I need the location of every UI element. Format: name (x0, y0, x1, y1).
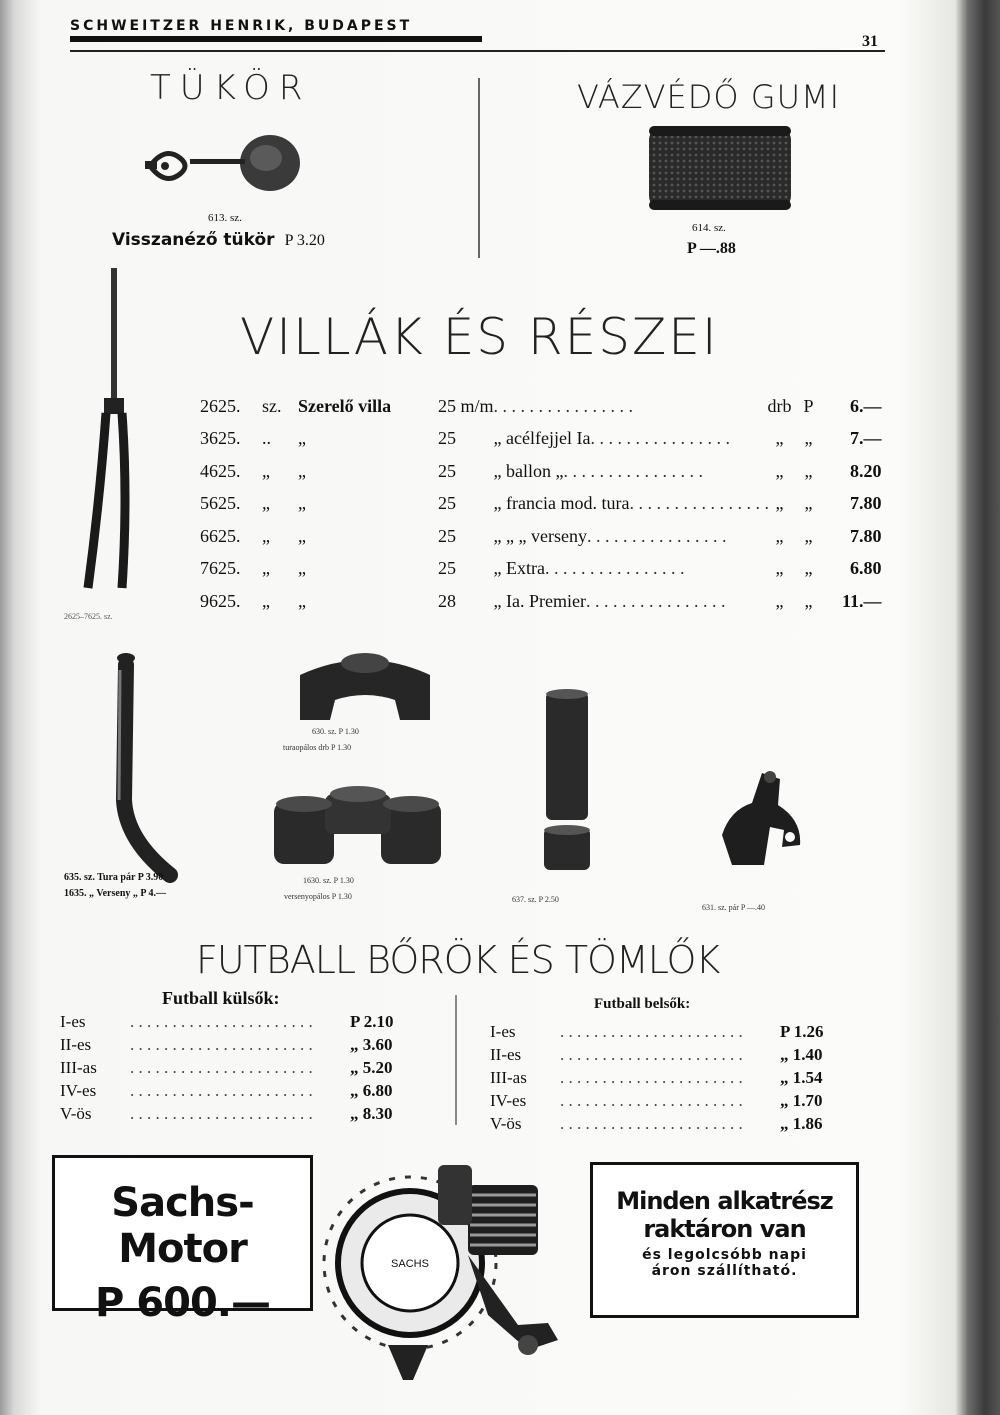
fork-row-desc (494, 390, 764, 423)
leader-dots: . . . . . . . . . . . . . . . . . . . . . . (560, 1045, 743, 1064)
fork-row-price-text: 7.80 (850, 493, 882, 514)
fork-row-unit (764, 390, 796, 423)
fork-row-price (822, 390, 882, 423)
fork-row-no-text: 9625. (200, 590, 241, 611)
fork-row-sz-text: sz. (262, 395, 282, 416)
leader-dots: . . . . . . . . . . . . . . . . (544, 558, 685, 579)
frame-guard-price: P —.88 (687, 240, 736, 257)
fork-row-sz-text: .. (262, 428, 271, 449)
leader-dots: . . . . . . . . . . . . . . . . (493, 395, 634, 416)
fork-row-sz (262, 488, 298, 521)
fork-row-price-text: 8.20 (850, 460, 882, 481)
leader-dots: . . . . . . . . . . . . . . . . . . . . . . (130, 1104, 313, 1123)
fork-row-size (438, 488, 494, 521)
header-rule (70, 36, 482, 42)
fork-row-unit-text: drb (767, 395, 792, 416)
fork-row-size-text: 25 (438, 558, 456, 579)
fork-row-name (298, 585, 438, 618)
fork-row-sz-text: „ (262, 493, 270, 514)
fork-row-no-text: 3625. (200, 428, 241, 449)
fork-row-sz (262, 553, 298, 586)
leader-dots: . . . . . . . . . . . . . . . . . . . . . . (130, 1035, 313, 1054)
fork-row-desc (494, 423, 764, 456)
fork-row-no-text: 5625. (200, 493, 241, 514)
fork-row-desc-text: „ ballon „ (493, 460, 564, 481)
fork-row-name-text: „ (298, 493, 306, 514)
fork-row-desc-text: „ Extra (493, 558, 545, 579)
top-divider (478, 78, 480, 258)
fork-row-unit (764, 520, 796, 553)
company-header: SCHWEITZER HENRIK, BUDAPEST (70, 18, 413, 34)
fork-row-size (438, 585, 494, 618)
football-inner-label: I-es (490, 1022, 516, 1041)
football-inner-row (490, 1112, 870, 1135)
fork-row-price (822, 488, 882, 521)
fork-row-name-text: Szerelő villa (298, 395, 392, 416)
fork-row-price-text: 7.— (850, 428, 882, 449)
fork-row-size (438, 390, 494, 423)
fork-row-price-text: 6.— (850, 395, 882, 416)
leader-dots: . . . . . . . . . . . . . . . . . . . . . . (130, 1058, 313, 1077)
mirror-image (140, 128, 320, 198)
mirror-label (112, 230, 325, 250)
fork-row-no-text: 7625. (200, 558, 241, 579)
fork-row-currency (796, 390, 822, 423)
forks-price-table (200, 390, 882, 618)
fork-row (200, 520, 882, 553)
sachs-motor-box (52, 1155, 313, 1326)
football-title: FUTBALL BŐRÖK ÉS TÖMLŐK (196, 938, 720, 982)
leader-dots: . . . . . . . . . . . . . . . . . . . . . . (560, 1068, 743, 1087)
football-inner-row (490, 1020, 870, 1043)
fork-row-name-text: „ (298, 590, 306, 611)
fork-row-size-text: 25 (438, 428, 456, 449)
fork-row-price-text: 6.80 (850, 558, 882, 579)
football-outer-price: P 2.10 (350, 1012, 394, 1031)
fork-row-unit-text: „ (775, 590, 784, 611)
top-rule (70, 50, 885, 52)
fork-row-unit-text: „ (775, 460, 784, 481)
notice-line-4: áron szállítható. (651, 1263, 798, 1279)
fork-row-desc (494, 520, 764, 553)
fork-row-price-text: 7.80 (850, 525, 882, 546)
fork-row-no (200, 520, 262, 553)
leader-dots: . . . . . . . . . . . . . . . . . . . . . . (560, 1022, 743, 1041)
football-inner-price: P 1.26 (780, 1022, 824, 1041)
forks-title: VILLÁK ÉS RÉSZEI (240, 308, 719, 366)
page-number: 31 (862, 33, 878, 50)
fork-row-unit (764, 423, 796, 456)
football-divider (455, 995, 457, 1125)
fork-row (200, 585, 882, 618)
leader-dots: . . . . . . . . . . . . . . . . (590, 428, 730, 449)
sachs-engine-image (318, 1145, 588, 1385)
fork-row-name (298, 488, 438, 521)
fork-row-currency-text: „ (804, 428, 813, 449)
fork-row-name-text: „ (298, 428, 306, 449)
football-outer-row (60, 1056, 440, 1079)
fork-row-price (822, 423, 882, 456)
fork-row-name (298, 423, 438, 456)
fork-row-sz (262, 390, 298, 423)
fork-row-size (438, 520, 494, 553)
fork-row-sz (262, 455, 298, 488)
fork-row-currency (796, 488, 822, 521)
fork-row-unit-text: „ (775, 493, 784, 514)
football-inner-row (490, 1089, 870, 1112)
fork-row-currency (796, 423, 822, 456)
fork-tube-caption-2: 1635. „ Verseny „ P 4.— (64, 888, 166, 899)
sachs-motor-price: P 600.— (95, 1280, 270, 1326)
football-outer-label: I-es (60, 1012, 86, 1031)
fork-row-size-text: 25 (438, 460, 456, 481)
fork-row-unit (764, 553, 796, 586)
mirror-item-no: 613. sz. (208, 212, 242, 224)
football-inner-row (490, 1043, 870, 1066)
fork-row (200, 455, 882, 488)
football-outer-row (60, 1102, 440, 1125)
leader-dots: . . . . . . . . . . . . . . . . . . . . . . (130, 1081, 313, 1100)
fork-row-name (298, 553, 438, 586)
fork-row-currency (796, 520, 822, 553)
fork-row-size (438, 455, 494, 488)
fork-row-no (200, 390, 262, 423)
football-outer-title: Futball külsők: (162, 988, 280, 1008)
fork-row-desc (494, 585, 764, 618)
fork-row-desc (493, 488, 769, 521)
football-inner-title: Futball belsők: (594, 996, 691, 1012)
fork-row-sz-text: „ (262, 525, 270, 546)
leader-dots: . . . . . . . . . . . . . . . . (586, 525, 727, 546)
fork-row-currency-text: „ (804, 590, 813, 611)
fork-row-sz (262, 423, 298, 456)
fork-row-currency-text: P (803, 395, 814, 416)
mirror-name: Visszanéző tükör (112, 230, 275, 250)
fork-row-currency-text: „ (804, 493, 813, 514)
fork-row-no (200, 488, 262, 521)
fork-row-sz-text: „ (262, 460, 270, 481)
fork-row-price (822, 520, 882, 553)
frame-guard-image (645, 122, 795, 214)
fork-row-no-text: 6625. (200, 525, 241, 546)
football-outer-label: III-as (60, 1058, 97, 1077)
fork-tube-image (100, 650, 190, 880)
fork-row-currency (796, 585, 822, 618)
fork-row-name (298, 390, 438, 423)
fork-row-sz-text: „ (262, 590, 270, 611)
football-inner-list (490, 1020, 870, 1135)
football-outer-label: IV-es (60, 1081, 97, 1100)
fork-row-size (438, 423, 494, 456)
fork-row (200, 488, 882, 521)
fork-row-desc-text: „ Ia. Premier (493, 590, 586, 611)
notice-line-1: Minden alkatrész (616, 1187, 833, 1215)
fork-row-desc (494, 455, 764, 488)
fork-row-unit (764, 585, 796, 618)
fork-dropout-image (712, 765, 812, 875)
fork-row-no (200, 585, 262, 618)
fork-row-currency-text: „ (804, 460, 813, 481)
fork-row (200, 423, 882, 456)
fork-row-name-text: „ (298, 460, 306, 481)
fork-row-size-text: 28 (438, 590, 456, 611)
leader-dots: . . . . . . . . . . . . . . . . (585, 590, 726, 611)
fork-row-unit (764, 455, 796, 488)
fork-row-no (200, 455, 262, 488)
fork-image (78, 268, 148, 598)
football-outer-row (60, 1079, 440, 1102)
fork-row-currency-text: „ (804, 525, 813, 546)
fork-row-name (298, 455, 438, 488)
fork-row-desc-text: „ „ „ verseny (493, 525, 587, 546)
sachs-engine-label: SACHS (391, 1258, 429, 1270)
sachs-motor-name: Sachs-Motor (111, 1180, 254, 1272)
notice-line-3: és legolcsóbb napi (642, 1247, 807, 1263)
fork-crown-image-1 (295, 645, 435, 725)
fork-row-sz (262, 585, 298, 618)
fork-row-sz (262, 520, 298, 553)
football-inner-label: III-as (490, 1068, 527, 1087)
crown-1-caption-1: 630. sz. P 1.30 (312, 727, 359, 736)
football-inner-price: „ 1.40 (780, 1045, 823, 1064)
fork-crown-image-2 (270, 782, 445, 867)
fork-row-desc (494, 553, 764, 586)
football-inner-row (490, 1066, 870, 1089)
fork-row-price (822, 553, 882, 586)
leader-dots: . . . . . . . . . . . . . . . . (629, 493, 769, 514)
fork-row-desc-text: „ francia mod. tura (493, 493, 630, 514)
fork-row-no (200, 423, 262, 456)
dropout-caption: 631. sz. pár P —.40 (702, 903, 766, 912)
fork-row-currency-text: „ (804, 558, 813, 579)
fork-row (200, 390, 882, 423)
leader-dots: . . . . . . . . . . . . . . . . (563, 460, 703, 481)
fork-row-unit-text: „ (775, 525, 784, 546)
sleeve-caption: 637. sz. P 2.50 (512, 895, 559, 904)
crown-2-caption-1: 1630. sz. P 1.30 (303, 876, 354, 885)
mirror-price: P 3.20 (284, 232, 325, 249)
leader-dots: . . . . . . . . . . . . . . . . . . . . . . (130, 1012, 313, 1031)
fork-row-unit-text: „ (775, 558, 784, 579)
fork-row-name (298, 520, 438, 553)
fork-row-size (438, 553, 494, 586)
fork-row-name-text: „ (298, 558, 306, 579)
football-outer-price: „ 8.30 (350, 1104, 393, 1123)
football-inner-label: II-es (490, 1045, 522, 1064)
notice-line-2: raktáron van (643, 1215, 806, 1243)
fork-row-price (822, 585, 882, 618)
frame-guard-item-no: 614. sz. (692, 222, 726, 234)
crown-2-caption-2: versenyopálos P 1.30 (284, 892, 352, 901)
fork-side-caption: 2625–7625. sz. (64, 612, 113, 621)
mirror-title: TÜKÖR (150, 68, 312, 108)
frame-guard-title: VÁZVÉDŐ GUMI (577, 78, 841, 116)
fork-tube-caption-1: 635. sz. Tura pár P 3.90 (64, 872, 164, 883)
football-outer-price: „ 6.80 (350, 1081, 393, 1100)
football-outer-row (60, 1033, 440, 1056)
fork-row-unit-text: „ (775, 428, 784, 449)
fork-row-price-text: 11.— (842, 590, 882, 611)
football-outer-price: „ 3.60 (350, 1035, 393, 1054)
leader-dots: . . . . . . . . . . . . . . . . . . . . . . (560, 1091, 743, 1110)
football-inner-price: „ 1.70 (780, 1091, 823, 1110)
football-outer-price: „ 5.20 (350, 1058, 393, 1077)
fork-row-currency (796, 553, 822, 586)
crown-1-caption-2: turaopálos drb P 1.30 (283, 743, 352, 752)
fork-row-size-text: 25 m/m (438, 395, 494, 416)
stock-notice-box (590, 1162, 859, 1318)
fork-row-price (822, 455, 882, 488)
fork-row-sz-text: „ (262, 558, 270, 579)
fork-row-no-text: 2625. (200, 395, 241, 416)
fork-row (200, 553, 882, 586)
football-inner-label: V-ös (490, 1114, 522, 1133)
football-inner-price: „ 1.86 (780, 1114, 823, 1133)
fork-row-name-text: „ (298, 525, 306, 546)
fork-row-size-text: 25 (438, 493, 456, 514)
fork-row-desc-text: „ acélfejjel Ia (493, 428, 591, 449)
football-outer-label: V-ös (60, 1104, 92, 1123)
football-inner-price: „ 1.54 (780, 1068, 823, 1087)
fork-row-currency (796, 455, 822, 488)
football-outer-row (60, 1010, 440, 1033)
fork-row-no (200, 553, 262, 586)
football-inner-label: IV-es (490, 1091, 527, 1110)
leader-dots: . . . . . . . . . . . . . . . . . . . . . . (560, 1114, 743, 1133)
fork-row-size-text: 25 (438, 525, 456, 546)
football-outer-list (60, 1010, 440, 1125)
fork-sleeve-image (538, 688, 598, 878)
football-outer-label: II-es (60, 1035, 92, 1054)
fork-row-no-text: 4625. (200, 460, 241, 481)
